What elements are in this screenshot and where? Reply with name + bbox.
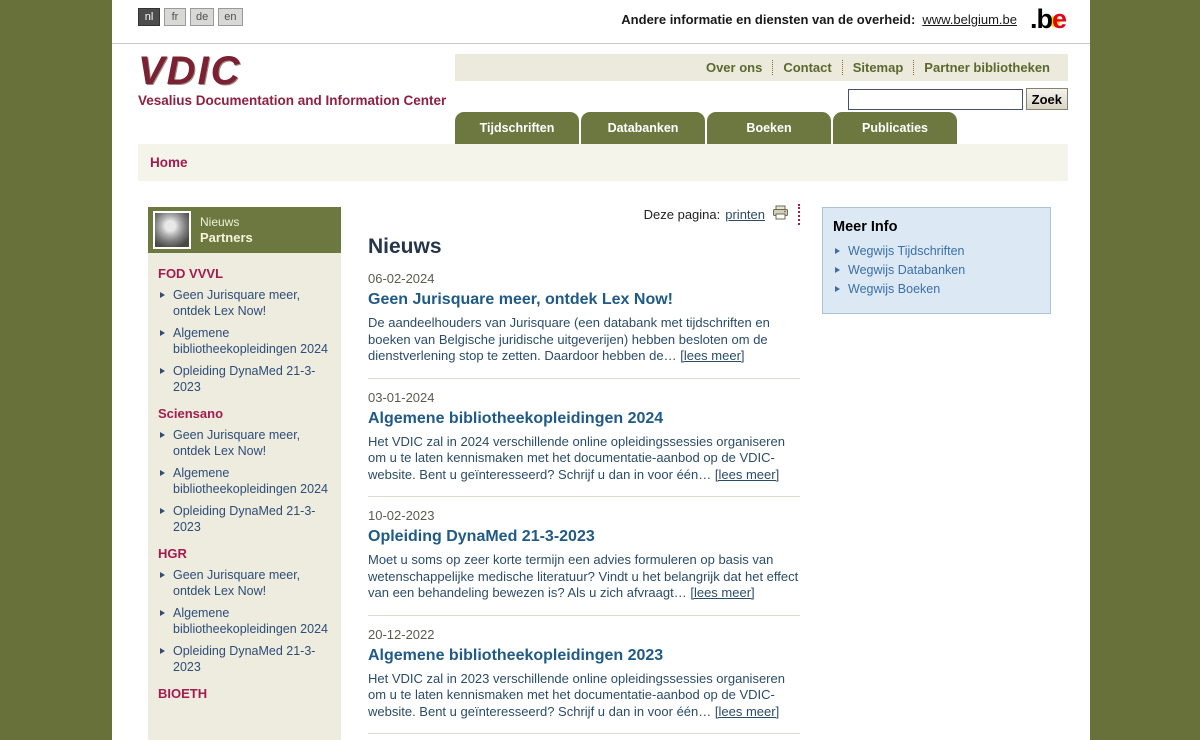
news-title[interactable]: Geen Jurisquare meer, ontdek Lex Now! [368, 291, 673, 308]
utility-nav-item [913, 60, 1060, 75]
news-item [368, 271, 800, 379]
sidebar-section [158, 546, 331, 675]
main-nav-tabs [455, 112, 957, 144]
breadcrumb [138, 144, 1068, 181]
utility-nav-bar [455, 54, 1068, 81]
news-item [368, 627, 800, 735]
news-body: Het VDIC zal in 2024 verschillende online opleidingssessies organiseren om u te laten kennismaken met het documentatie-aanbod op de VDIC-website. Bent u geïnteresseerd? Schrijf u dan in voor één… [lees meer] [368, 433, 785, 482]
sidebar-section-title[interactable]: Sciensano [158, 406, 224, 421]
sidebar-link[interactable]: Geen Jurisquare meer, ontdek Lex Now! [173, 288, 301, 318]
vdic-logo[interactable] [138, 50, 446, 108]
sidebar-sections [148, 253, 341, 740]
news-title[interactable]: Algemene bibliotheekopleidingen 2023 [368, 646, 664, 664]
language-button[interactable]: nl [138, 8, 160, 26]
meer-info-item [833, 282, 1040, 296]
breadcrumb-home-link[interactable]: Home [150, 155, 188, 170]
arrow-bullet-icon [160, 432, 165, 438]
meer-info-link[interactable]: Wegwijs Databanken [848, 263, 966, 277]
language-button[interactable]: fr [164, 8, 186, 26]
utility-nav-list [455, 54, 1068, 81]
lees-meer-link[interactable]: [lees meer] [714, 703, 780, 719]
sidebar-section [158, 686, 331, 701]
news-body: Het VDIC zal in 2023 verschillende online opleidingssessies organiseren om u te laten kennismaken met het documentatie-aanbod op de VDIC-website. Bent u geïnteresseerd? Schrijf u dan in voor één… [lees meer] [368, 670, 785, 719]
sidebar-link[interactable]: Geen Jurisquare meer, ontdek Lex Now! [173, 568, 301, 598]
news-item [368, 508, 800, 616]
sidebar-link-item [158, 364, 331, 395]
content-area [112, 207, 1090, 740]
sidebar-section-title[interactable]: HGR [158, 546, 187, 561]
sidebar-link[interactable]: Algemene bibliotheekopleidingen 2024 [173, 606, 328, 636]
belgium-be-link[interactable]: www.belgium.be [922, 12, 1017, 27]
news-date: 20-12-2022 [368, 626, 435, 642]
news-title[interactable]: Opleiding DynaMed 21-3-2023 [368, 528, 595, 545]
utility-nav-item [842, 60, 914, 75]
arrow-bullet-icon [160, 470, 165, 476]
sidebar-link[interactable]: Opleiding DynaMed 21-3-2023 [173, 504, 316, 534]
sidebar-link[interactable]: Algemene bibliotheekopleidingen 2024 [173, 466, 328, 496]
page-tools-label: Deze pagina: [643, 207, 721, 222]
government-info [621, 6, 1066, 33]
utility-link[interactable]: Over ons [705, 60, 763, 75]
site-header [112, 44, 1090, 144]
language-switcher [138, 8, 243, 26]
lees-meer-link[interactable]: [lees meer] [680, 348, 745, 363]
sidebar-link-item [158, 288, 331, 319]
language-button[interactable]: de [190, 8, 214, 26]
main-column [368, 204, 800, 740]
nav-tab[interactable]: Databanken [581, 112, 705, 144]
nav-tab[interactable]: Boeken [707, 112, 831, 144]
sidebar-link-item [158, 644, 331, 675]
meer-info-title: Meer Info [833, 219, 898, 235]
sidebar-link[interactable]: Geen Jurisquare meer, ontdek Lex Now! [173, 428, 301, 458]
meer-info-link[interactable]: Wegwijs Tijdschriften [848, 244, 965, 258]
sidebar-link-item [158, 428, 331, 459]
arrow-bullet-icon [160, 292, 165, 298]
arrow-bullet-icon [835, 286, 840, 292]
sidebar-link-item [158, 326, 331, 357]
news-body: De aandeelhouders van Jurisquare (een databank met tijdschriften en boeken van Belgische juridische uitgeverijen) hebben besloten om de dienstverlening stop te zetten. Daardoor hebben de… [lees meer] [368, 315, 770, 363]
meer-info-box [822, 207, 1051, 314]
sidebar-link[interactable]: Opleiding DynaMed 21-3-2023 [173, 364, 316, 394]
sidebar-section [158, 266, 331, 395]
meer-info-link[interactable]: Wegwijs Boeken [848, 282, 941, 296]
utility-link[interactable]: Contact [783, 60, 832, 75]
arrow-bullet-icon [160, 648, 165, 654]
site-container [112, 0, 1090, 740]
news-date: 10-02-2023 [368, 508, 435, 523]
arrow-bullet-icon [160, 572, 165, 578]
utility-nav-item [696, 60, 772, 75]
vdic-logo-subtitle: Vesalius Documentation and Information Center [138, 93, 447, 108]
left-sidebar [148, 207, 341, 740]
arrow-bullet-icon [160, 330, 165, 336]
news-list [368, 271, 800, 734]
arrow-bullet-icon [835, 267, 840, 273]
meer-info-item [833, 263, 1040, 277]
sidebar-section-title[interactable]: BIOETH [158, 686, 208, 701]
belgium-be-logo: .be [1029, 4, 1066, 34]
page-title: Nieuws [368, 235, 442, 258]
news-date: 03-01-2024 [368, 389, 435, 405]
government-info-text: Andere informatie en diensten van de overheid: [621, 12, 916, 27]
sidebar-link-item [158, 504, 331, 535]
lees-meer-link[interactable]: [lees meer] [714, 466, 780, 482]
news-title[interactable]: Algemene bibliotheekopleidingen 2024 [368, 409, 664, 427]
arrow-bullet-icon [835, 248, 840, 254]
utility-nav-item [772, 60, 841, 75]
search-area [848, 88, 1068, 110]
top-bar [112, 0, 1090, 44]
sidebar-section [158, 406, 331, 535]
sidebar-link[interactable]: Opleiding DynaMed 21-3-2023 [173, 644, 316, 674]
sidebar-header-partners: Partners [200, 230, 253, 245]
sidebar-section-title[interactable]: FOD VVVL [158, 266, 224, 281]
search-button[interactable]: Zoek [1026, 88, 1068, 110]
nav-tab[interactable]: Publicaties [833, 112, 957, 144]
utility-link[interactable]: Partner bibliotheken [924, 60, 1050, 75]
sidebar-link-item [158, 606, 331, 637]
sidebar-link-item [158, 466, 331, 497]
sidebar-photo [153, 211, 191, 249]
utility-link[interactable]: Sitemap [852, 60, 904, 75]
lees-meer-link[interactable]: [lees meer] [690, 585, 755, 600]
news-item [368, 390, 800, 498]
arrow-bullet-icon [160, 610, 165, 616]
print-link[interactable]: printen [725, 207, 765, 222]
printer-icon[interactable] [772, 205, 789, 225]
news-body: Moet u soms op zeer korte termijn een advies formuleren op basis van wetenschappelijke medische literatuur? Vindt u het belangrijk dat het effect van een behandeling bewezen is? Als u zich afvraagt… [lees meer] [368, 552, 799, 600]
sidebar-header-nieuws: Nieuws [200, 215, 240, 229]
sidebar-link-item [158, 568, 331, 599]
sidebar-link[interactable]: Algemene bibliotheekopleidingen 2024 [173, 326, 328, 356]
page-tools [368, 204, 800, 225]
news-date: 06-02-2024 [368, 271, 435, 286]
arrow-bullet-icon [160, 508, 165, 514]
meer-info-item [833, 244, 1040, 258]
vdic-logo-title: VDIC [138, 49, 242, 93]
search-input[interactable] [848, 89, 1023, 110]
nav-tab[interactable]: Tijdschriften [455, 112, 579, 144]
sidebar-header [148, 207, 341, 253]
language-button[interactable]: en [218, 8, 242, 26]
arrow-bullet-icon [160, 368, 165, 374]
